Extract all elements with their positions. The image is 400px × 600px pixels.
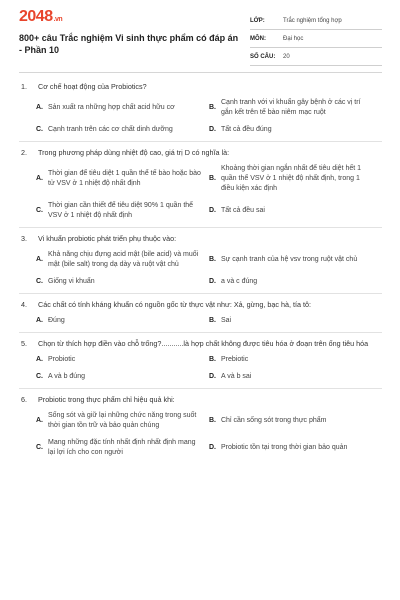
logo-suffix: .vn — [53, 16, 63, 23]
question-prompt: Chọn từ thích hợp điền vào chỗ trống?...........là hợp chất không được tiêu hóa ở đoạn trên ống tiêu hóa — [38, 339, 369, 348]
option-letter: C. — [36, 278, 43, 285]
option-a[interactable] — [36, 316, 209, 326]
option-text: Sai — [221, 317, 232, 324]
option-text: Chỉ cần sống sót trong thực phẩm — [221, 417, 327, 424]
option-text: Mang những đặc tính nhất định nhất định mang lại lợi ích cho con người — [48, 439, 196, 456]
option-text: Thời gian để tiêu diệt 1 quần thể tế bào hoặc bào tử VSV ở 1 nhiệt độ nhất định — [48, 170, 201, 187]
site-logo[interactable] — [19, 8, 62, 26]
question-text — [19, 234, 382, 244]
option-text: Tất cả đều đúng — [221, 126, 272, 133]
meta-value: 20 — [283, 53, 290, 60]
question-text — [19, 339, 382, 349]
meta-value: Đại học — [283, 35, 304, 42]
option-text: Khoảng thời gian ngắn nhất để tiêu diệt hết 1 quần thể VSV ở 1 nhiệt độ nhất định, trong 1 điều kiện xác định — [221, 165, 362, 192]
option-letter: A. — [36, 175, 43, 182]
option-text: a và c đúng — [221, 278, 258, 285]
option-letter: C. — [36, 444, 43, 451]
question-2 — [19, 142, 382, 228]
option-letter: A. — [36, 256, 43, 263]
option-letter: B. — [209, 356, 216, 363]
answer-options — [19, 250, 382, 287]
option-a[interactable] — [36, 98, 209, 118]
question-4 — [19, 294, 382, 333]
question-3 — [19, 228, 382, 294]
question-number: 6. — [21, 395, 27, 404]
option-letter: D. — [209, 278, 216, 285]
question-5 — [19, 333, 382, 389]
answer-options — [19, 355, 382, 382]
question-list — [19, 76, 382, 464]
page-header — [0, 0, 400, 68]
question-1 — [19, 76, 382, 142]
option-text: Cạnh tranh trên các cơ chất dinh dưỡng — [48, 126, 173, 133]
option-c[interactable] — [36, 201, 209, 221]
option-letter: A. — [36, 104, 43, 111]
option-c[interactable] — [36, 372, 209, 382]
question-prompt: Trong phương pháp dùng nhiệt độ cao, giá trị D có nghĩa là: — [38, 148, 230, 157]
option-letter: B. — [209, 317, 216, 324]
option-letter: A. — [36, 317, 43, 324]
quiz-title: 800+ câu Trắc nghiệm Vi sinh thực phẩm có đáp án - Phần 10 — [19, 33, 239, 55]
question-number: 3. — [21, 234, 27, 243]
question-prompt: Vi khuẩn probiotic phát triển phụ thuộc vào: — [38, 234, 177, 243]
meta-row-class — [250, 12, 382, 30]
option-text: Tất cả đều sai — [221, 207, 265, 214]
option-d[interactable] — [209, 438, 382, 458]
option-d[interactable] — [209, 125, 382, 135]
option-a[interactable] — [36, 250, 209, 270]
question-text — [19, 395, 382, 405]
option-letter: C. — [36, 207, 43, 214]
option-text: Probiotic — [48, 356, 76, 363]
option-text: Sản xuất ra những hợp chất acid hữu cơ — [48, 104, 175, 111]
option-text: Giống vi khuẩn — [48, 278, 95, 285]
question-number: 5. — [21, 339, 27, 348]
question-prompt: Các chất có tính kháng khuẩn có nguồn gốc từ thực vật như: Xả, gừng, bạc hà, tía tô: — [38, 300, 311, 309]
option-text: Cạnh tranh với vi khuẩn gây bệnh ở các vị trí gắn kết trên tế bào niêm mạc ruột — [221, 99, 361, 116]
option-letter: C. — [36, 373, 43, 380]
answer-options — [19, 411, 382, 458]
answer-options — [19, 98, 382, 135]
option-text: Sống sót và giữ lại những chức năng trong suốt thời gian tồn trữ và bảo quản chúng — [48, 412, 197, 429]
option-text: Sự cạnh tranh của hệ vsv trong ruột vật chủ — [221, 256, 358, 263]
option-b[interactable] — [209, 250, 382, 270]
option-b[interactable] — [209, 164, 382, 194]
meta-value: Trắc nghiệm tổng hợp — [283, 17, 342, 24]
option-c[interactable] — [36, 277, 209, 287]
question-number: 4. — [21, 300, 27, 309]
option-a[interactable] — [36, 355, 209, 365]
option-letter: D. — [209, 126, 216, 133]
option-letter: B. — [209, 175, 216, 182]
option-letter: A. — [36, 417, 43, 424]
option-letter: D. — [209, 373, 216, 380]
question-number: 2. — [21, 148, 27, 157]
option-a[interactable] — [36, 164, 209, 194]
option-a[interactable] — [36, 411, 209, 431]
option-letter: C. — [36, 126, 43, 133]
option-text: Thời gian cần thiết để tiêu diệt 90% 1 quần thể VSV ở 1 nhiệt độ nhất định — [48, 202, 194, 219]
option-text: Prebiotic — [221, 356, 249, 363]
logo-text: 2048 — [19, 8, 53, 25]
answer-options — [19, 164, 382, 221]
option-d[interactable] — [209, 372, 382, 382]
meta-key: MÔN: — [250, 35, 266, 42]
option-text: A và b sai — [221, 373, 252, 380]
meta-row-subject — [250, 30, 382, 48]
option-letter: B. — [209, 417, 216, 424]
option-letter: A. — [36, 356, 43, 363]
option-c[interactable] — [36, 125, 209, 135]
question-text — [19, 82, 382, 92]
header-divider — [19, 72, 382, 73]
option-d[interactable] — [209, 201, 382, 221]
option-c[interactable] — [36, 438, 209, 458]
question-text — [19, 300, 382, 310]
option-letter: B. — [209, 256, 216, 263]
question-prompt: Probiotic trong thực phẩm chỉ hiệu quả khi: — [38, 395, 175, 404]
option-text: Khả năng chịu đựng acid mật (bile acid) và muối mật (bile salt) trong dạ dày và ruột vật chủ — [48, 251, 199, 268]
meta-key: LỚP: — [250, 17, 265, 24]
option-b[interactable] — [209, 98, 382, 118]
option-b[interactable] — [209, 316, 382, 326]
option-b[interactable] — [209, 411, 382, 431]
question-6 — [19, 389, 382, 464]
option-text: Probiotic tồn tại trong thời gian bảo quản — [221, 444, 348, 451]
answer-options — [19, 316, 382, 326]
option-b[interactable] — [209, 355, 382, 365]
option-letter: D. — [209, 444, 216, 451]
option-d[interactable] — [209, 277, 382, 287]
option-text: A và b đúng — [48, 373, 85, 380]
question-number: 1. — [21, 82, 27, 91]
meta-row-count — [250, 48, 382, 66]
meta-key: SỐ CÂU: — [250, 53, 276, 60]
option-letter: B. — [209, 104, 216, 111]
quiz-meta-table — [250, 12, 382, 66]
option-letter: D. — [209, 207, 216, 214]
question-text — [19, 148, 382, 158]
option-text: Đúng — [48, 317, 65, 324]
question-prompt: Cơ chế hoạt động của Probiotics? — [38, 82, 147, 91]
